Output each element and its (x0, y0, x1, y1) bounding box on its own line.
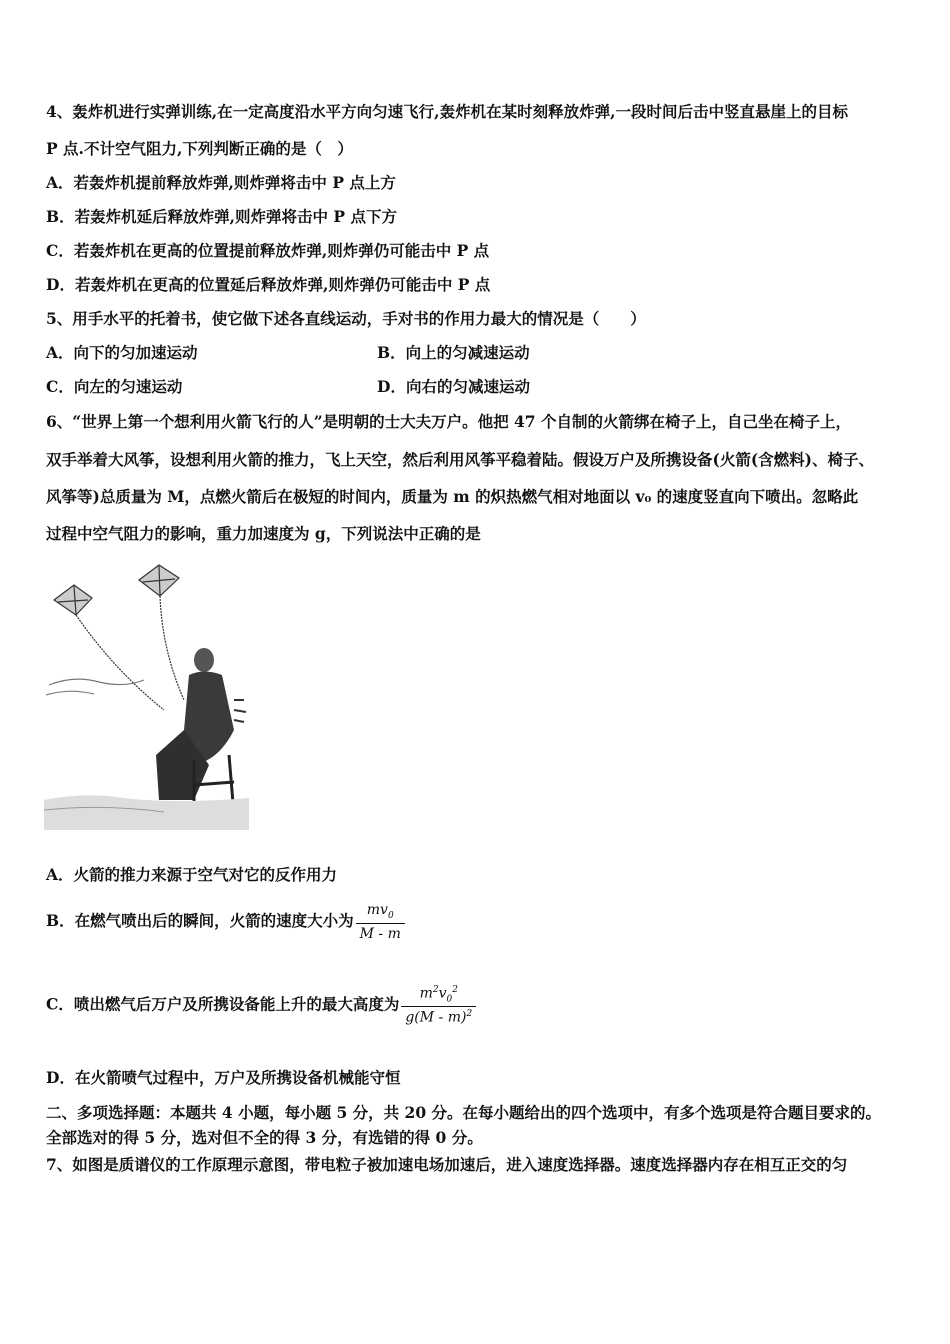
q5-option-a: A．向下的匀加速运动 (46, 343, 198, 362)
formula-c-num-a: m (419, 985, 433, 1002)
q6-option-c-formula (401, 985, 476, 1026)
q6-stem-line1: 6、“世界上第一个想利用火箭飞行的人”是明朝的士大夫万户。他把 47 个自制的火箭绑在椅子上，自己坐在椅子上， (46, 412, 851, 431)
q5-stem: 5、用手水平的托着书，使它做下述各直线运动，手对书的作用力最大的情况是（ ） (46, 309, 646, 328)
wan-hu-illustration (44, 560, 254, 830)
seated-man-drawing (156, 648, 246, 815)
q4-option-c: C．若轰炸机在更高的位置提前释放炸弹,则炸弹仍可能击中 P 点 (46, 241, 490, 260)
formula-c-num-b-sup: 2 (452, 985, 458, 995)
q7-stem-line1: 7、如图是质谱仪的工作原理示意图，带电粒子被加速电场加速后，进入速度选择器。速度选择器内存在相互正交的匀 (46, 1155, 848, 1174)
q6-stem-line4: 过程中空气阻力的影响，重力加速度为 g，下列说法中正确的是 (46, 524, 481, 543)
q4-option-a: A．若轰炸机提前释放炸弹,则炸弹将击中 P 点上方 (46, 173, 396, 192)
formula-b-den: M - m (356, 923, 405, 942)
q6-stem-line3: 风筝等)总质量为 M，点燃火箭后在极短的时间内，质量为 m 的炽热燃气相对地面以 v₀ 的速度竖直向下喷出。忽略此 (46, 487, 859, 506)
formula-c-num-a-sup: 2 (432, 985, 439, 995)
q5-option-b: B．向上的匀减速运动 (377, 343, 530, 362)
q6-option-b-formula (356, 902, 405, 942)
q4-option-b: B．若轰炸机延后释放炸弹,则炸弹将击中 P 点下方 (46, 207, 397, 226)
q6-option-a: A．火箭的推力来源于空气对它的反作用力 (46, 865, 338, 884)
section2-heading-line2: 全部选对的得 5 分，选对但不全的得 3 分，有选错的得 0 分。 (46, 1128, 483, 1147)
kite-right-drawing (139, 565, 184, 700)
q4-stem-line2: P 点.不计空气阻力,下列判断正确的是（ ） (46, 139, 353, 158)
q4-stem-line1: 4、轰炸机进行实弹训练,在一定高度沿水平方向匀速飞行,轰炸机在某时刻释放炸弹,一段时间后击中竖直悬崖上的目标 (46, 102, 848, 121)
q5-option-d: D．向右的匀减速运动 (377, 377, 530, 396)
q4-option-d: D．若轰炸机在更高的位置延后释放炸弹,则炸弹仍可能击中 P 点 (46, 275, 491, 294)
formula-b-num-sub: 0 (387, 910, 394, 921)
formula-c-den: g(M - m) (405, 1010, 467, 1027)
q6-option-b (46, 902, 405, 942)
q6-stem-line2: 双手举着大风筝，设想利用火箭的推力，飞上天空，然后利用风筝平稳着陆。假设万户及所携设备(火箭(含燃料)、椅子、 (46, 450, 875, 469)
formula-c-num-b-sub: 0 (446, 994, 453, 1005)
formula-b-num: mv (366, 902, 388, 918)
formula-c-num-b: v (438, 985, 447, 1002)
q6-option-b-text: B．在燃气喷出后的瞬间，火箭的速度大小为 (46, 910, 354, 930)
q6-option-d: D．在火箭喷气过程中，万户及所携设备机械能守恒 (46, 1068, 401, 1087)
section2-heading-line1: 二、多项选择题：本题共 4 小题，每小题 5 分，共 20 分。在每小题给出的四个选项中，有多个选项是符合题目要求的。 (46, 1103, 882, 1122)
q6-option-c-text: C．喷出燃气后万户及所携设备能上升的最大高度为 (46, 994, 400, 1014)
formula-c-den-sup: 2 (466, 1009, 473, 1020)
q6-option-c (46, 985, 476, 1026)
q5-option-c: C．向左的匀速运动 (46, 377, 183, 396)
